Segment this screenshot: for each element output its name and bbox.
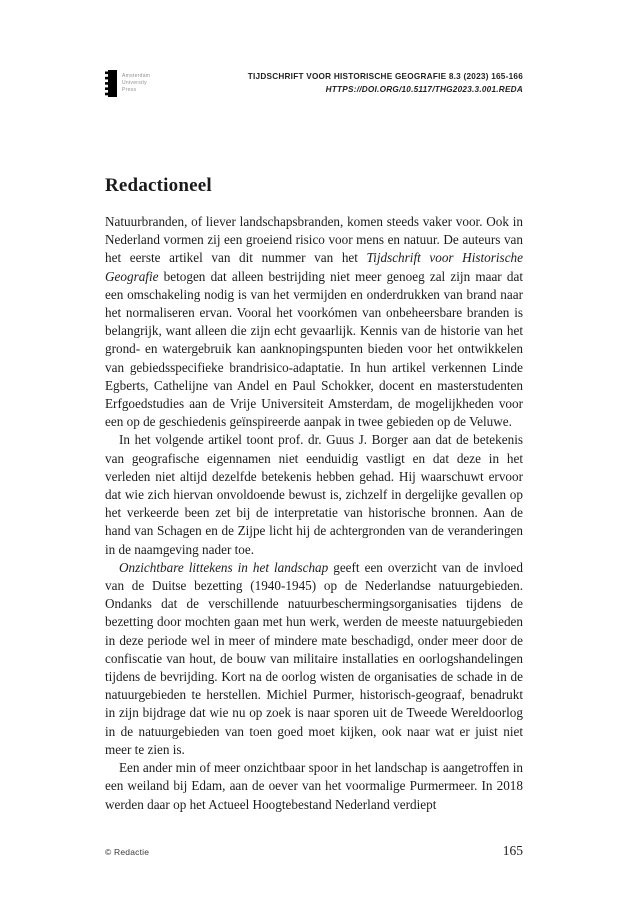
publisher-wordmark-line: Press bbox=[122, 87, 137, 93]
paragraph-text: In het volgende artikel toont prof. dr. Guus J. Borger aan dat de betekenis van geografische eigennamen niet eenduidig vastligt en dat deze in het verleden niet altijd dezelfde betekenis hebben gehad. Hij waarschuwt ervoor dat wie zich hiervan onvoldoende bewust is, zichzelf in dergelijke gevallen op het verkeerde been zet bij de interpretatie van historische bronnen. Aan de hand van Schagen en de Zijpe licht hij de achtergronden van de veranderingen in de naamgeving nader toe. bbox=[105, 432, 523, 557]
publisher-wordmark-line: Amsterdam bbox=[122, 73, 151, 79]
article-body bbox=[105, 213, 523, 814]
journal-title-inline: Tijdschrift voor Historische Geografie bbox=[105, 250, 523, 284]
copyright-notice: © Redactie bbox=[105, 847, 150, 857]
page-number: 165 bbox=[502, 843, 523, 858]
paragraph bbox=[105, 559, 523, 759]
article-title: Redactioneel bbox=[105, 175, 212, 196]
paragraph-text: Natuurbranden, of liever landschapsbranden, komen steeds vaker voor. Ook in Nederland vormen zij een groeiend risico voor mens en natuur. De auteurs van het eerste artikel van dit nummer van het bbox=[105, 214, 523, 266]
paragraph bbox=[105, 213, 523, 431]
journal-reference bbox=[248, 70, 523, 96]
page-footer bbox=[105, 843, 523, 859]
page-header bbox=[105, 70, 523, 97]
paragraph bbox=[105, 431, 523, 558]
paragraph-text: betogen dat alleen bestrijding niet meer genoeg zal zijn maar dat een omschakeling nodig is van het vermijden en onderdrukken van brand naar het normaliseren ervan. Vooral het voorkómen van onbeheersbare branden is belangrijk, want alleen die zijn echt gevaarlijk. Kennis van de historie van het grond- en watergebruik kan aanknopingspunten bieden voor het ontwikkelen van gebiedsspecifieke brandrisico-adaptatie. In hun artikel verkennen Linde Egberts, Cathelijne van Andel en Paul Schokker, docent en masterstudenten Erfgoedstudies aan de Vrije Universiteit Amsterdam, de mogelijkheden voor een op de geschiedenis geïnspireerde aanpak in twee gebieden op de Veluwe. bbox=[105, 268, 523, 430]
publisher-wordmark bbox=[122, 70, 150, 94]
publisher-logo bbox=[105, 70, 150, 97]
publisher-wordmark-line: University bbox=[122, 80, 147, 86]
paragraph-text: geeft een overzicht van de invloed van de Duitse bezetting (1940-1945) op de Nederlandse natuurgebieden. Ondanks dat de verschillende natuurbeschermingsorganisaties tijdens de bezetting door mochten gaan met hun werk, werden de meeste natuurgebieden in deze periode wel in meer of mindere mate beschadigd, onder meer door de confiscatie van hout, de bouw van militaire installaties en oorlogshandelingen tijdens de bevrijding. Kort na de oorlog wisten de organisaties de schade in de natuurgebieden te herstellen. Michiel Purmer, historisch-geograaf, benadrukt in zijn bijdrage dat wie nu op zoek is naar sporen uit de Tweede Wereldoorlog in de natuurgebieden van toen goed moet kijken, ook naar wat er juist niet meer te zien is. bbox=[105, 559, 523, 757]
article-title-inline: Onzichtbare littekens in het landschap bbox=[119, 559, 329, 575]
paragraph-text: Een ander min of meer onzichtbaar spoor in het landschap is aangetroffen in een weiland bij Edam, aan de oever van het voormalige Purmermeer. In 2018 werden daar op het Actueel Hoogtebestand Nederland verdiept bbox=[105, 760, 523, 812]
aup-logo-icon bbox=[105, 70, 117, 97]
doi-line: HTTPS://DOI.ORG/10.5117/THG2023.3.001.REDA bbox=[325, 85, 523, 94]
journal-citation-line: TIJDSCHRIFT VOOR HISTORISCHE GEOGRAFIE 8.3 (2023) 165-166 bbox=[247, 72, 523, 81]
paragraph bbox=[105, 759, 523, 814]
